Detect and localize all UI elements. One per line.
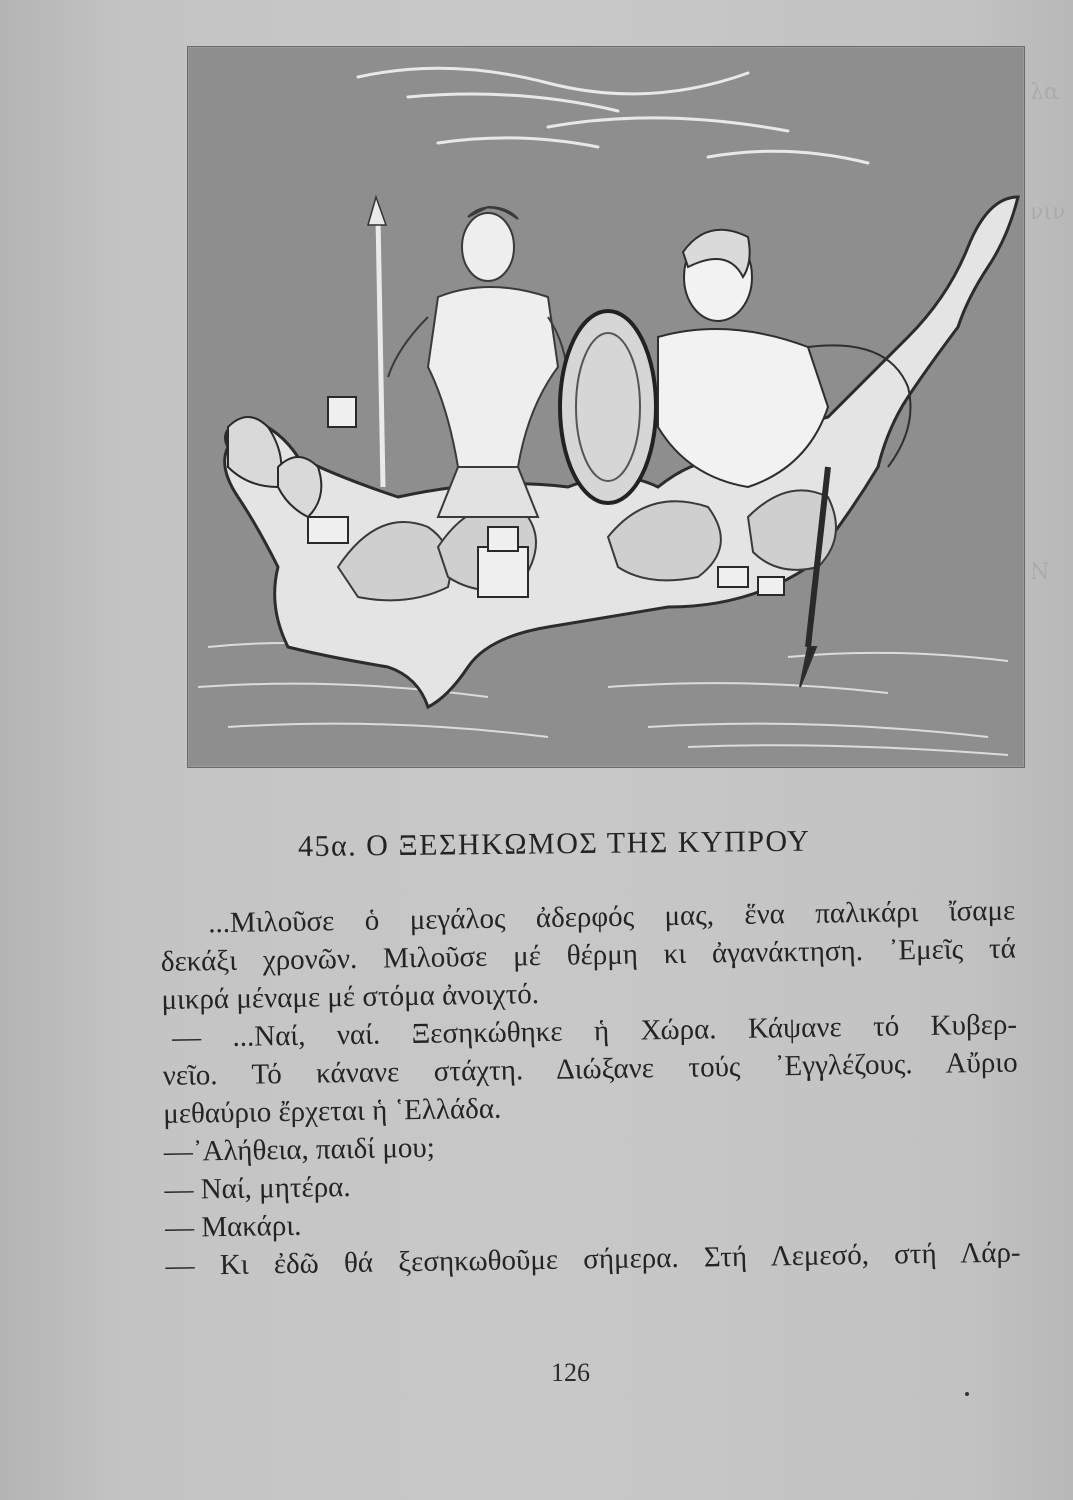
sky-streaks bbox=[358, 68, 868, 163]
body-line: δεκάξι χρονῶν. Μιλοῦσε μέ θέρμη κι ἀγανάκτηση. ᾿Εμεῖς τά bbox=[160, 932, 1017, 978]
ancient-warrior-figure bbox=[388, 207, 568, 517]
cyprus-island-figures-illustration bbox=[187, 46, 1025, 768]
shield bbox=[560, 311, 656, 503]
body-line: ...Μιλοῦσε ὁ μεγάλος ἀδερφός μας, ἕνα παλικάρι ἴσαμε bbox=[208, 894, 1016, 940]
body-line: —᾿Αλήθεια, παιδί μου; bbox=[163, 1131, 436, 1168]
ink-speck bbox=[965, 1392, 969, 1396]
spear bbox=[368, 197, 386, 487]
bleed-through-text: νιν bbox=[1030, 200, 1066, 225]
body-line: μεθαύριο ἔρχεται ἡ ῾Ελλάδα. bbox=[163, 1092, 502, 1130]
body-line: — Ναί, μητέρα. bbox=[164, 1171, 351, 1206]
chapter-heading: 45α. Ο ΞΕΣΗΚΩΜΟΣ ΤΗΣ ΚΥΠΡΟΥ bbox=[297, 824, 811, 863]
chapter-body-text bbox=[160, 892, 1021, 1285]
body-line: μικρά μέναμε μέ στόμα ἀνοιχτό. bbox=[161, 978, 540, 1016]
body-line: — ...Ναί, ναί. Ξεσηκώθηκε ἡ Χώρα. Κάψανε τό Κυβερ- bbox=[171, 1008, 1018, 1054]
bleed-through-text: Ν bbox=[1030, 560, 1050, 585]
body-line: — Κι ἐδῶ θά ξεσηκωθοῦμε σήμερα. Στή Λεμεσό, στή Λάρ- bbox=[165, 1236, 1021, 1282]
body-line: — Μακάρι. bbox=[164, 1209, 302, 1244]
bleed-through-text: λα bbox=[1030, 80, 1059, 105]
page-number: 126 bbox=[551, 1358, 590, 1387]
sea-lines bbox=[198, 643, 1008, 755]
illustration-drawing bbox=[188, 47, 1024, 767]
body-line: νεῖο. Τό κάνανε στάχτη. Διώξανε τούς ᾿Εγγλέζους. Αὔριο bbox=[162, 1046, 1018, 1092]
